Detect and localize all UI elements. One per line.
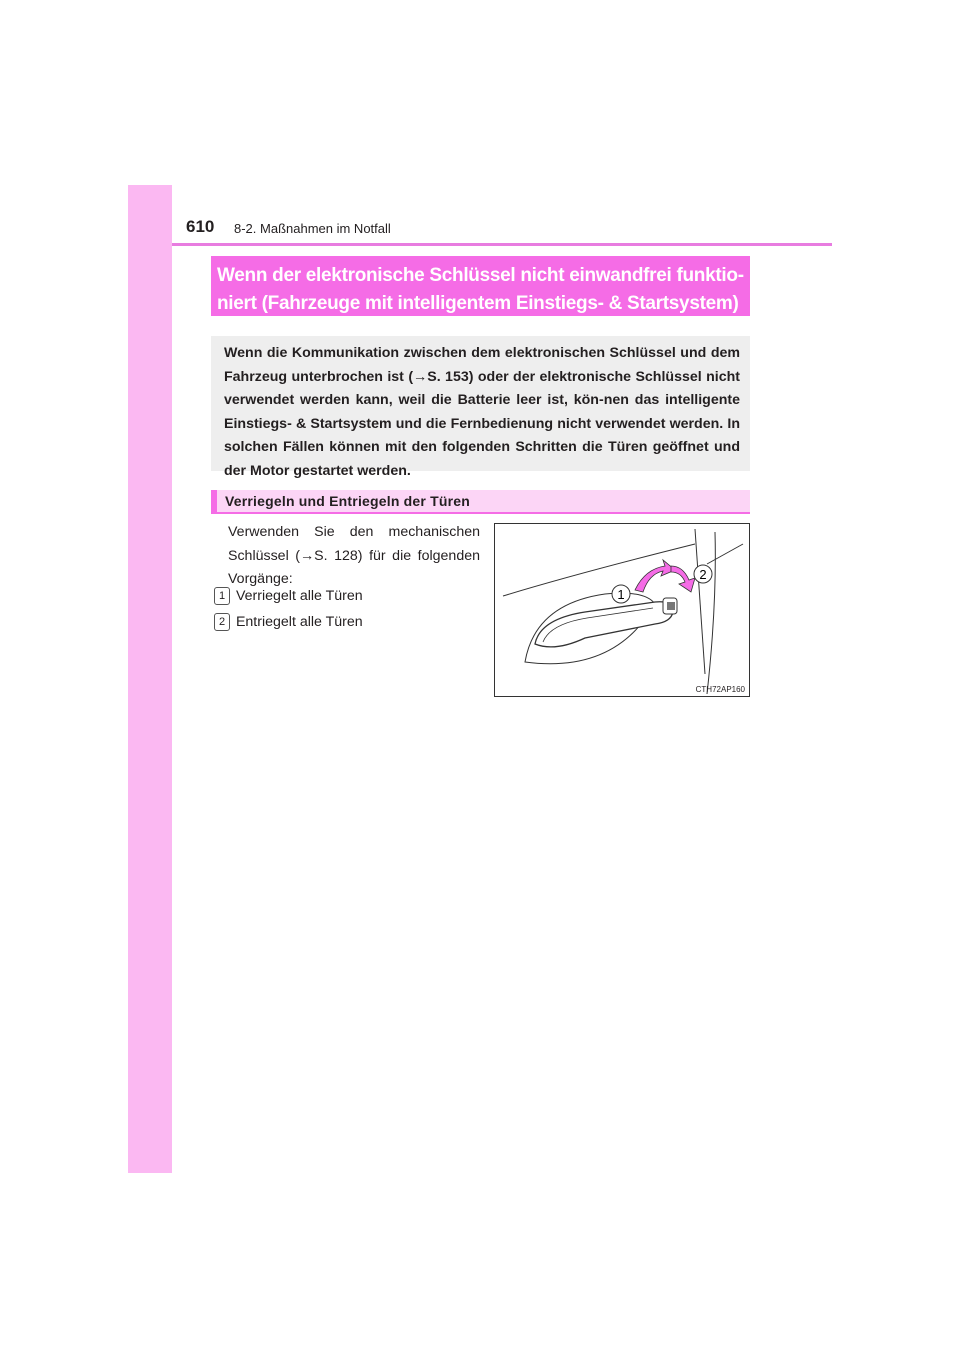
lock-arrow-icon	[635, 560, 675, 592]
step-1	[214, 587, 363, 605]
header-rule	[172, 243, 832, 246]
intro-paragraph: Wenn die Kommunikation zwischen dem elektronischen Schlüssel und dem Fahrzeug unterbrochen ist (→S. 153) oder der elektronische Schlüssel nicht verwendet werden kann, weil die Batterie leer ist, kön-nen das intelligente Einstiegs- & Startsystem und die Fernbedienung nicht verwendet werden. In solchen Fällen können mit den folgenden Schritten die Türen geöffnet und der Motor gestartet werden.	[211, 336, 750, 471]
illustration-code: CTH72AP160	[695, 685, 745, 694]
body-paragraph: Verwenden Sie den mechanischen Schlüssel (→S. 128) für die folgenden Vorgänge:	[228, 524, 480, 587]
chapter-title: 8-2. Maßnahmen im Notfall	[234, 221, 391, 236]
subsection-heading: Verriegeln und Entriegeln der Türen	[211, 490, 750, 514]
step-number: 2	[214, 613, 230, 631]
section-title-line2: niert (Fahrzeuge mit intelligentem Einstiegs- & Startsystem)	[217, 293, 739, 314]
step-label: Verriegelt alle Türen	[235, 588, 363, 604]
section-title-line1: Wenn der elektronische Schlüssel nicht einwandfrei funktio-	[217, 265, 744, 286]
step-number: 1	[214, 587, 230, 605]
callout-1: 1	[617, 587, 625, 602]
step-2	[214, 613, 363, 631]
page-number: 610	[186, 217, 215, 236]
section-title	[211, 256, 750, 316]
door-handle-illustration	[494, 523, 750, 697]
callout-2: 2	[699, 567, 707, 582]
side-tab-band	[128, 185, 172, 1173]
unlock-arrow-icon	[671, 566, 695, 592]
step-label: Entriegelt alle Türen	[235, 614, 363, 630]
